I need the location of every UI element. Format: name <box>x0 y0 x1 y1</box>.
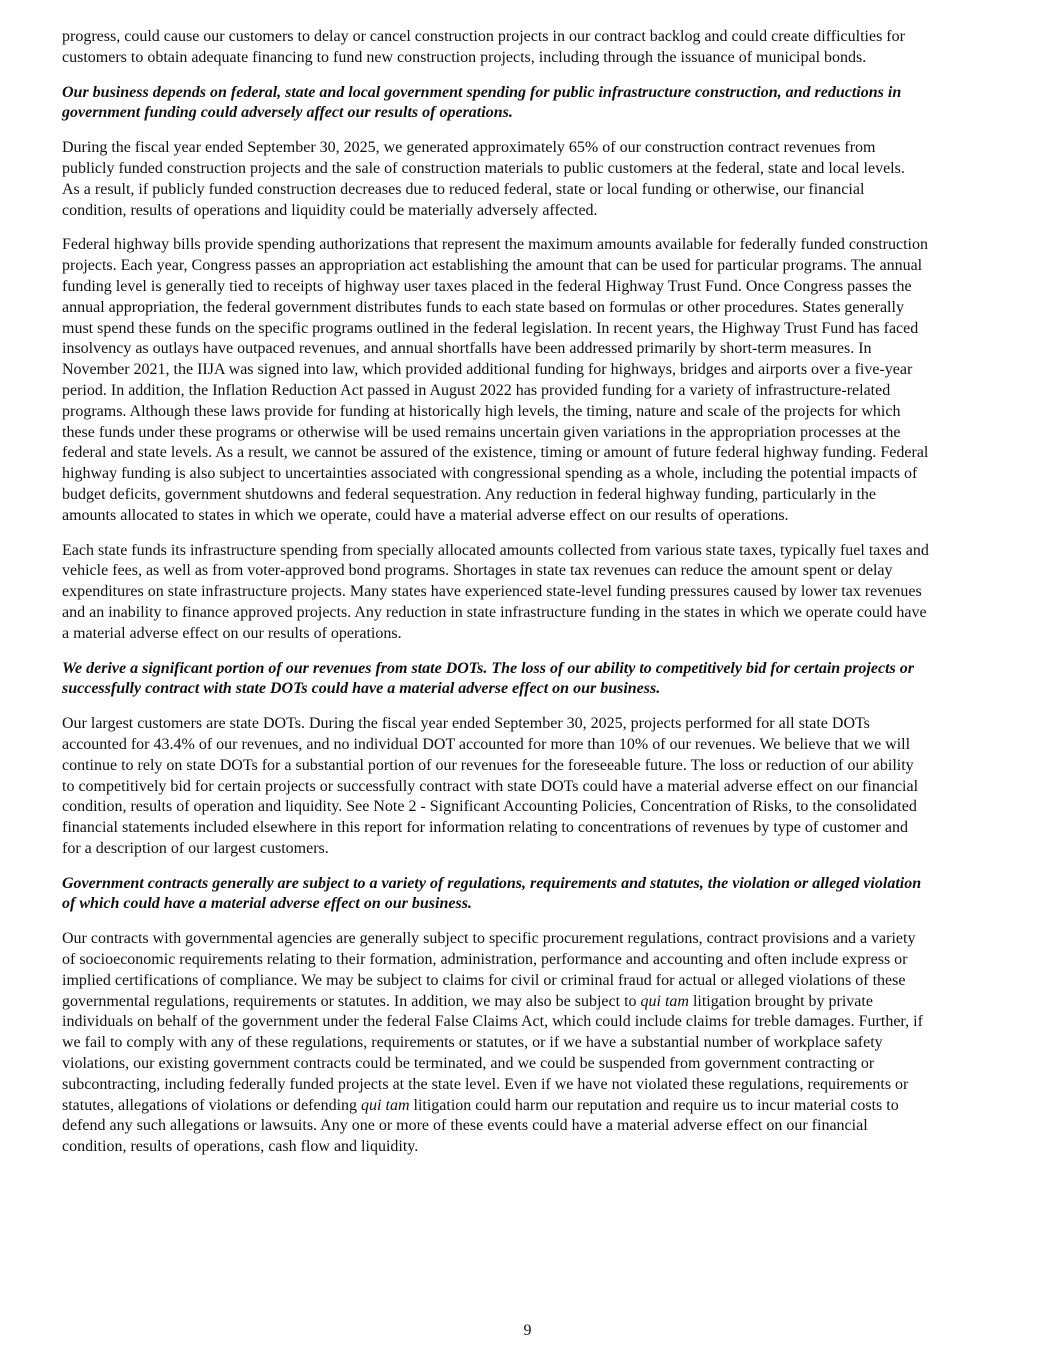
document-page <box>62 27 1022 1172</box>
text-line: Each state funds its infrastructure spending from specially allocated amounts collected from various state taxes, typically fuel taxes and <box>62 541 929 559</box>
italic-term: qui tam <box>361 1096 410 1114</box>
text-line: amounts allocated to states in which we operate, could have a material adverse effect on our results of operations. <box>62 506 789 524</box>
text-line: progress, could cause our customers to delay or cancel construction projects in our contract backlog and could create difficulties for <box>62 28 905 45</box>
text-line: of which could have a material adverse effect on our business. <box>62 895 472 913</box>
body-paragraph <box>62 541 1022 645</box>
text-line: annual appropriation, the federal government distributes funds to each state based on formulas or other procedures. States generally <box>62 298 904 316</box>
text-line: of socioeconomic requirements relating to their formation, administration, performance and accounting and often include express or <box>62 951 908 969</box>
text-line: governmental regulations, requirements or statutes. In addition, we may also be subject to qui tam litigation brought by private <box>62 992 873 1010</box>
text-line: As a result, if publicly funded construction decreases due to reduced federal, state or local funding or otherwise, our financial <box>62 180 865 198</box>
text-line: period. In addition, the Inflation Reduction Act passed in August 2022 has provided funding for a variety of infrastructure-related <box>62 381 891 399</box>
section-heading <box>62 83 1022 125</box>
text-line: condition, results of operations and liquidity could be materially adversely affected. <box>62 201 598 219</box>
text-line: November 2021, the IIJA was signed into law, which provided additional funding for highways, bridges and airports over a five-year <box>62 361 913 379</box>
text-line: Federal highway bills provide spending authorizations that represent the maximum amounts available for federally funded construction <box>62 236 928 254</box>
text-line: government funding could adversely affect our results of operations. <box>62 104 513 122</box>
text-line: We derive a significant portion of our revenues from state DOTs. The loss of our ability to competitively bid for certain projects or <box>62 659 914 677</box>
text-line: statutes, allegations of violations or defending qui tam litigation could harm our reputation and require us to incur material costs to <box>62 1096 899 1114</box>
text-line: Government contracts generally are subject to a variety of regulations, requirements and statutes, the violation or alleged violation <box>62 874 922 892</box>
text-line: expenditures on state infrastructure projects. Many states have experienced state-level funding pressures caused by lower tax revenues <box>62 583 922 601</box>
text-line: must spend these funds on the specific programs outlined in the federal legislation. In recent years, the Highway Trust Fund has faced <box>62 319 919 337</box>
text-line: customers to obtain adequate financing to fund new construction projects, including through the issuance of municipal bonds. <box>62 48 867 66</box>
text-line: we fail to comply with any of these regulations, requirements or statutes, or if we have a substantial number of workplace safety <box>62 1034 883 1052</box>
page-number: 9 <box>523 1322 532 1339</box>
text-line: financial statements included elsewhere in this report for information relating to concentrations of revenues by type of customer and <box>62 819 908 837</box>
text-line: subcontracting, including federally funded projects at the state level. Even if we have not violated these regulations, requirements or <box>62 1075 909 1093</box>
text-line: programs. Although these laws provide for funding at historically high levels, the timing, nature and scale of the projects for which <box>62 402 901 420</box>
body-paragraph <box>62 27 1022 69</box>
body-paragraph <box>62 138 1022 221</box>
section-heading <box>62 874 1022 916</box>
text-line: implied certifications of compliance. We may be subject to claims for civil or criminal fraud for actual or alleged violations of these <box>62 971 906 989</box>
text-line: to competitively bid for certain projects or successfully contract with state DOTs could have a material adverse effect on our financial <box>62 777 919 795</box>
text-line: violations, our existing government contracts could be terminated, and we could be suspended from government contracting or <box>62 1055 875 1073</box>
text-line: these funds under these programs or otherwise will be used remains uncertain given variations in the appropriation processes at the <box>62 423 901 441</box>
text-line: Our business depends on federal, state and local government spending for public infrastructure construction, and reductions in <box>62 83 902 101</box>
body-paragraph <box>62 714 1022 860</box>
text-line: Our largest customers are state DOTs. During the fiscal year ended September 30, 2025, projects performed for all state DOTs <box>62 715 870 733</box>
text-line: federal and state levels. As a result, we cannot be assured of the existence, timing or amount of future federal highway funding. Federal <box>62 444 929 462</box>
body-paragraph <box>62 235 1022 526</box>
text-line: budget deficits, government shutdowns and federal sequestration. Any reduction in federal highway funding, particularly in the <box>62 485 876 503</box>
text-line: projects. Each year, Congress passes an appropriation act establishing the amount that can be used for particular programs. The annual <box>62 257 923 275</box>
text-line: defend any such allegations or lawsuits. Any one or more of these events could have a material adverse effect on our financial <box>62 1117 868 1135</box>
text-line: continue to rely on state DOTs for a substantial portion of our revenues for the foreseeable future. The loss or reduction of our ability <box>62 756 914 774</box>
text-line: a material adverse effect on our results of operations. <box>62 624 402 642</box>
text-line: highway funding is also subject to uncertainties associated with congressional spending as a whole, including the potential impacts of <box>62 465 918 483</box>
text-line: Our contracts with governmental agencies are generally subject to specific procurement regulations, contract provisions and a variety <box>62 930 916 948</box>
text-line: condition, results of operation and liquidity. See Note 2 - Significant Accounting Policies, Concentration of Risks, to the consolidated <box>62 798 917 816</box>
text-line: individuals on behalf of the government under the federal False Claims Act, which could include claims for treble damages. Further, if <box>62 1013 923 1031</box>
italic-term: qui tam <box>640 992 689 1010</box>
text-line: vehicle fees, as well as from voter-approved bond programs. Shortages in state tax revenues can reduce the amount spent or delay <box>62 562 893 580</box>
text-line: accounted for 43.4% of our revenues, and no individual DOT accounted for more than 10% of our revenues. We believe that we will <box>62 735 911 753</box>
text-line: condition, results of operations, cash flow and liquidity. <box>62 1138 419 1156</box>
text-line: and an inability to finance approved projects. Any reduction in state infrastructure funding in the states in which we operate could have <box>62 603 927 621</box>
text-line: for a description of our largest customers. <box>62 839 329 857</box>
text-line: successfully contract with state DOTs could have a material adverse effect on our business. <box>62 680 661 698</box>
body-paragraph <box>62 929 1022 1158</box>
text-line: During the fiscal year ended September 30, 2025, we generated approximately 65% of our construction contract revenues from <box>62 139 876 157</box>
text-line: insolvency as outlays have outpaced revenues, and annual shortfalls have been addressed primarily by short-term measures. In <box>62 340 872 358</box>
text-line: funding level is generally tied to receipts of highway user taxes placed in the federal Highway Trust Fund. Once Congress passes the <box>62 277 912 295</box>
text-line: publicly funded construction projects and the sale of construction materials to public customers at the federal, state and local levels. <box>62 159 905 177</box>
section-heading <box>62 659 1022 701</box>
